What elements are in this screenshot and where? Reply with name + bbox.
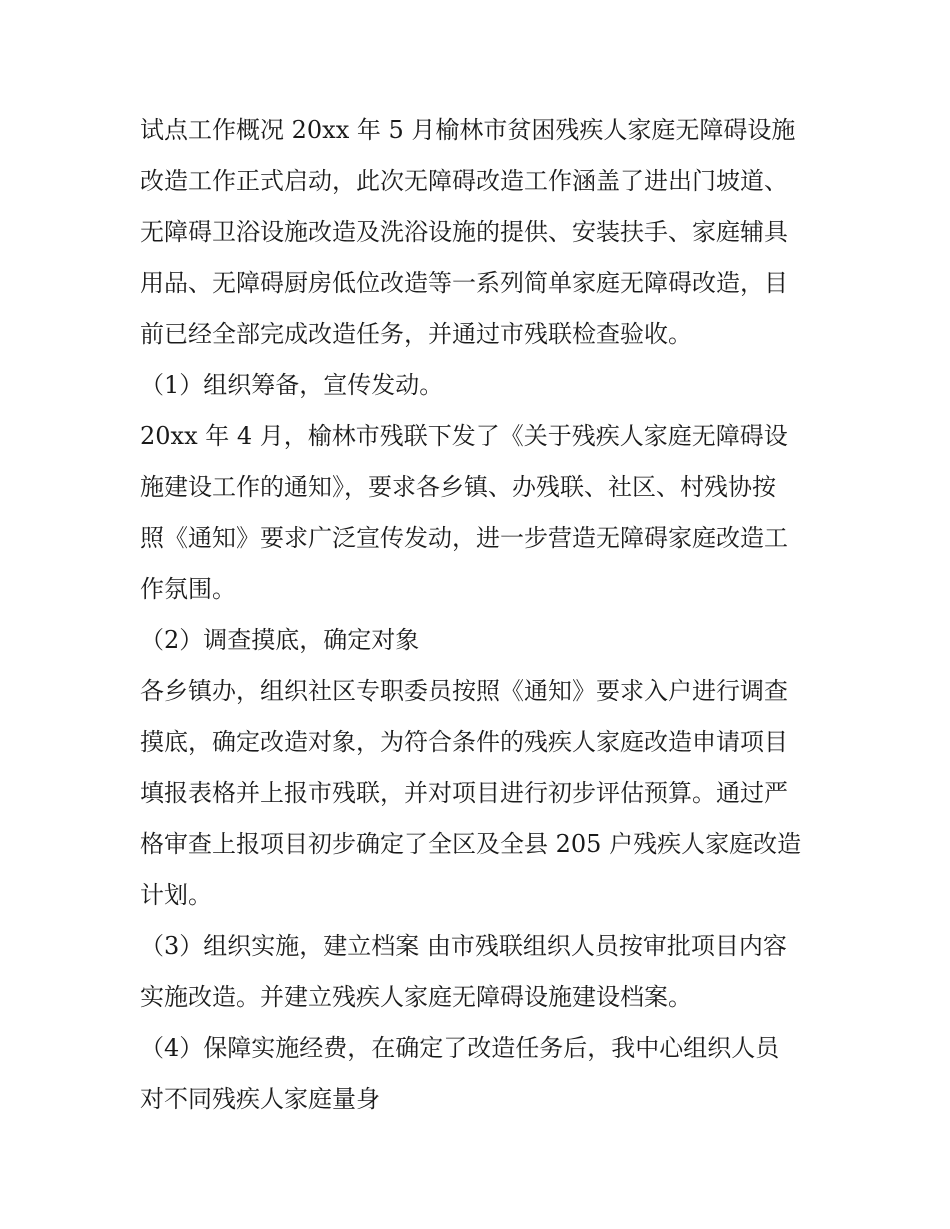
text-line: 填报表格并上报市残联，并对项目进行初步评估预算。通过严 [140,779,788,807]
text-line: 改造工作正式启动，此次无障碍改造工作涵盖了进出门坡道、 [140,167,788,195]
section-heading-3: （3）组织实施，建立档案 由市残联组织人员按审批项目内容 [140,932,787,960]
text-line: 照《通知》要求广泛宣传发动，进一步营造无障碍家庭改造工 [140,524,788,552]
text-line: 前已经全部完成改造任务，并通过市残联检查验收。 [140,320,692,348]
document-body [140,105,820,1125]
text-line: 施建设工作的通知》，要求各乡镇、办残联、社区、村残协按 [140,473,776,501]
text-line: 各乡镇办，组织社区专职委员按照《通知》要求入户进行调查 [140,677,788,705]
text-line: 试点工作概况 20xx 年 5 月榆林市贫困残疾人家庭无障碍设施 [140,116,796,144]
text-line: 用品、无障碍厨房低位改造等一系列简单家庭无障碍改造，目 [140,269,788,297]
text-line: 20xx 年 4 月，榆林市残联下发了《关于残疾人家庭无障碍设 [140,422,788,450]
section-heading-1: （1）组织筹备，宣传发动。 [140,371,444,399]
text-line: 格审查上报项目初步确定了全区及全县 205 户残疾人家庭改造 [140,830,802,858]
text-line: 对不同残疾人家庭量身 [140,1085,380,1113]
text-line: 无障碍卫浴设施改造及洗浴设施的提供、安装扶手、家庭辅具 [140,218,788,246]
text-line: 计划。 [140,881,212,909]
text-line: 摸底，确定改造对象，为符合条件的残疾人家庭改造申请项目 [140,728,788,756]
section-heading-4: （4）保障实施经费，在确定了改造任务后，我中心组织人员 [140,1034,780,1062]
section-heading-2: （2）调查摸底，确定对象 [140,626,420,654]
text-line: 实施改造。并建立残疾人家庭无障碍设施建设档案。 [140,983,692,1011]
text-line: 作氛围。 [140,575,236,603]
